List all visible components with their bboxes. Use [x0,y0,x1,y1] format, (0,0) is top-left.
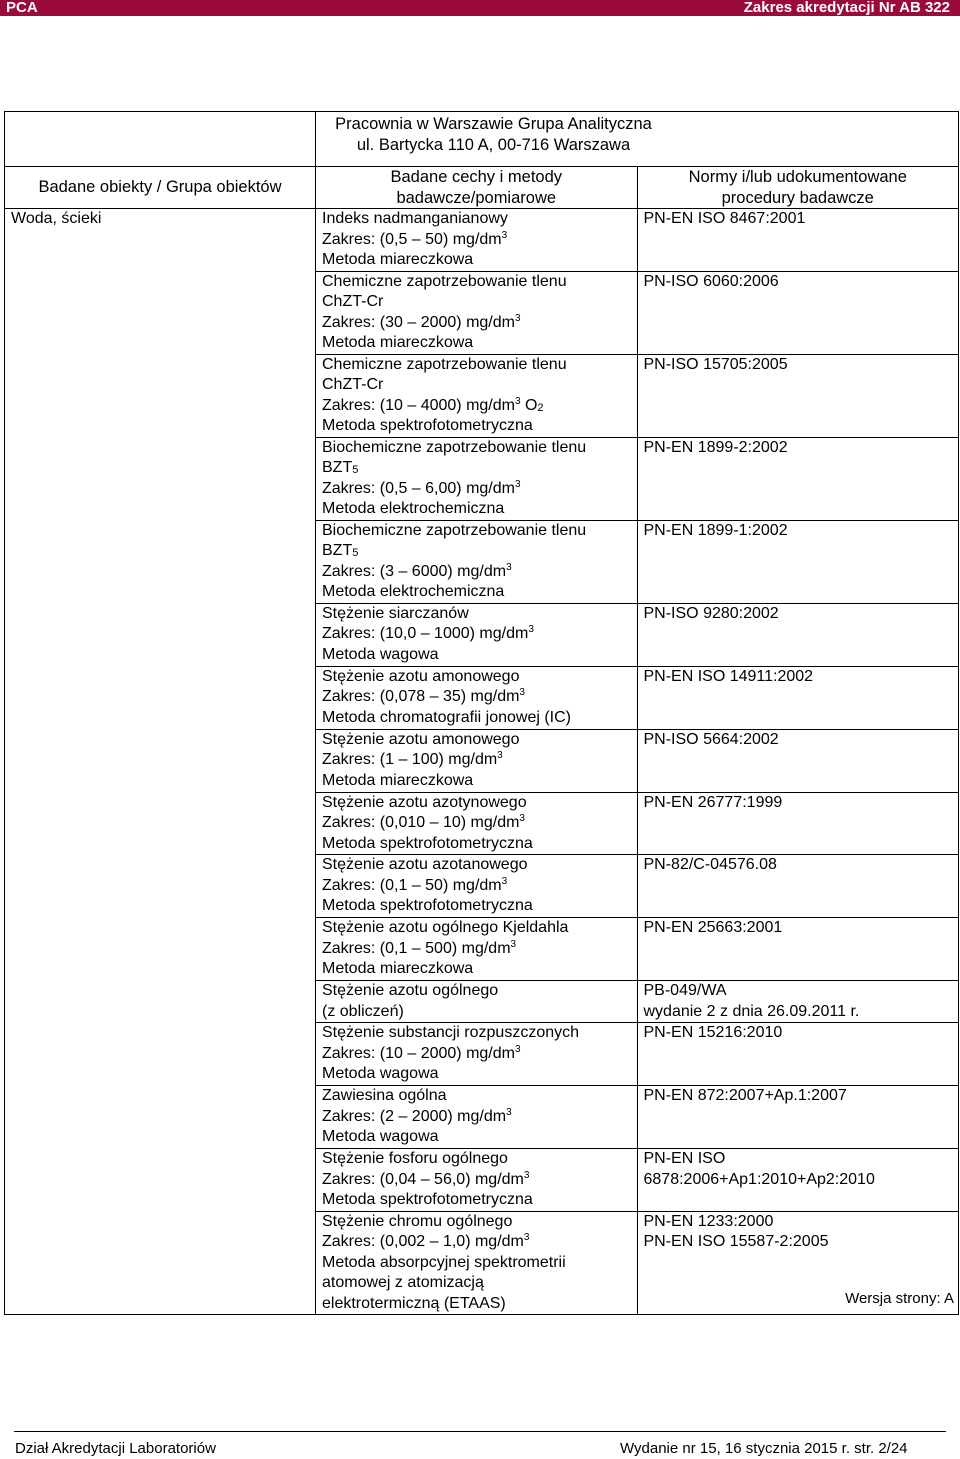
lab-row [5,112,959,167]
method-text: Metoda miareczkowa [322,771,474,789]
norm-reference: PN-ISO 6060:2006 [643,272,779,290]
method-text: Zakres: (0,078 – 35) mg/dm [322,688,520,705]
method-text: BZT [322,459,353,476]
norms-header-line1: Normy i/lub udokumentowane [688,168,907,186]
method-cell [316,354,638,437]
method-text: Metoda miareczkowa [322,960,474,977]
method-line [322,396,631,417]
norm-reference: PN-EN 26777:1999 [643,793,783,811]
method-text: elektrotermiczną (ETAAS) [322,1294,506,1312]
method-text: Metoda wagowa [322,645,439,663]
method-cell [316,437,638,520]
method-line [322,959,631,980]
unit-exponent: 3 [514,1043,521,1055]
method-line [322,479,631,500]
test-row [5,209,959,272]
accreditation-table [4,111,959,1315]
method-cell [316,666,638,729]
method-line [322,438,631,459]
methods-header [316,167,638,209]
norm-reference: PN-ISO 9280:2002 [643,604,779,622]
unit-exponent: 3 [514,478,521,490]
method-cell [316,1023,638,1086]
method-line [322,1064,631,1085]
unit-exponent: 3 [501,875,508,887]
method-text: Zakres: (0,04 – 56,0) mg/dm [322,1170,524,1188]
method-line [322,793,631,814]
method-line [322,1170,631,1191]
method-line [322,1086,631,1107]
method-text: Metoda spektrofotometryczna [322,1191,533,1208]
method-line [322,1273,631,1294]
method-line [322,250,631,271]
norm-cell [637,729,959,792]
method-text: Metoda spektrofotometryczna [322,834,533,852]
subscript: 2 [537,401,544,414]
method-line [322,355,631,376]
norm-reference: PN-EN ISO 15587-2:2005 [643,1233,829,1250]
method-text: Stężenie fosforu ogólnego [322,1150,508,1167]
method-line [322,1023,631,1044]
unit-exponent: 3 [523,1169,530,1181]
norm-reference: PN-EN ISO [643,1150,726,1167]
column-header-row [5,167,959,209]
method-text: Metoda elektrochemiczna [322,500,505,517]
norm-cell [637,209,959,272]
method-line [322,230,631,251]
footer-divider [14,1431,946,1432]
method-line [322,333,631,354]
method-cell [316,918,638,981]
method-text: Zakres: (0,1 – 500) mg/dm [322,939,511,957]
method-text: Stężenie siarczanów [322,604,469,622]
object-group-cell [5,209,316,1315]
method-cell [316,520,638,603]
norm-cell [637,1023,959,1086]
norm-reference: PN-EN 872:2007+Ap.1:2007 [643,1087,847,1104]
method-text: Stężenie azotu ogólnego Kjeldahla [322,919,569,936]
method-text: atomowej z atomizacją [322,1274,484,1291]
method-cell [316,981,638,1023]
method-line [322,541,631,562]
method-text: Zakres: (0,010 – 10) mg/dm [322,814,520,831]
method-line [322,292,631,313]
norm-reference: PN-ISO 15705:2005 [643,355,788,373]
norm-reference: PN-EN 25663:2001 [643,919,783,936]
unit-exponent: 3 [519,687,525,698]
unit-exponent: 3 [497,750,503,761]
method-text: Zakres: (2 – 2000) mg/dm [322,1107,507,1125]
method-text: (z obliczeń) [322,1002,404,1020]
subscript: 5 [352,464,359,476]
org-abbreviation: PCA [6,0,38,16]
method-cell [316,729,638,792]
method-text: Zakres: (1 – 100) mg/dm [322,751,498,768]
method-line [322,458,631,479]
method-text: Indeks nadmanganianowy [322,210,508,227]
method-line [322,1253,631,1274]
method-cell [316,271,638,354]
norm-reference: PN-EN 1899-1:2002 [643,521,788,539]
method-line [322,624,631,645]
method-line [322,582,631,603]
method-text: Metoda wagowa [322,1128,439,1145]
norm-cell [637,603,959,666]
norm-cell [637,520,959,603]
method-line [322,521,631,542]
method-line [322,876,631,897]
unit-exponent: 3 [514,312,521,324]
method-line [322,209,631,230]
method-text: ChZT-Cr [322,293,384,310]
method-line [322,1190,631,1211]
method-cell [316,855,638,918]
method-line [322,1212,631,1233]
norm-cell [637,855,959,918]
norm-cell [637,437,959,520]
unit-exponent: 3 [523,1232,530,1243]
method-line [322,1149,631,1170]
objects-header: Badane obiekty / Grupa obiektów [5,167,316,209]
norm-reference: PN-EN ISO 14911:2002 [643,667,814,685]
method-line [322,918,631,939]
method-text: ChZT-Cr [322,376,384,393]
method-line [322,896,631,917]
method-text: Zakres: (0,5 – 50) mg/dm [322,230,502,248]
norm-reference: wydanie 2 z dnia 26.09.2011 r. [643,1002,860,1020]
norm-cell [637,666,959,729]
method-text: Zakres: (30 – 2000) mg/dm [322,313,515,331]
method-cell [316,1086,638,1149]
method-line [322,499,631,520]
norm-reference: PN-EN 1233:2000 [643,1212,774,1230]
method-line [322,562,631,583]
method-line [322,667,631,688]
object-group: Woda, ścieki [11,210,102,227]
norm-cell [637,1086,959,1149]
norm-cell [637,354,959,437]
accreditation-number: Zakres akredytacji Nr AB 322 [743,0,950,16]
method-line [322,730,631,751]
method-text: Metoda absorpcyjnej spektrometrii [322,1253,566,1271]
unit-exponent: 3 [506,1106,512,1118]
method-text: Stężenie substancji rozpuszczonych [322,1024,580,1041]
method-text: Zakres: (3 – 6000) mg/dm [322,562,507,580]
method-line [322,375,631,396]
method-line [322,834,631,855]
methods-header-line2: badawcze/pomiarowe [396,188,557,207]
method-text: Metoda miareczkowa [322,334,474,351]
method-cell [316,603,638,666]
norm-cell [637,271,959,354]
method-line [322,604,631,625]
footer-department: Dział Akredytacji Laboratoriów [15,1440,216,1457]
footer-edition: Wydanie nr 15, 16 stycznia 2015 r. str. 2/24 [620,1440,908,1457]
method-text: Metoda spektrofotometryczna [322,417,533,434]
lab-cell [316,112,959,167]
norm-reference: PN-EN ISO 8467:2001 [643,210,806,227]
method-text: Stężenie azotu amonowego [322,730,520,748]
method-text: Metoda chromatografii jonowej (IC) [322,708,571,726]
unit-exponent: 3 [528,624,534,635]
method-cell [316,1211,638,1315]
method-line [322,855,631,876]
norm-reference: PB-049/WA [643,982,727,999]
unit-exponent: 3 [510,938,517,950]
method-text: Metoda miareczkowa [322,251,474,268]
method-line [322,750,631,771]
unit-exponent: 3 [514,395,521,407]
method-line [322,645,631,666]
method-line [322,1127,631,1148]
method-text: Zakres: (10 – 4000) mg/dm [322,396,515,414]
method-line [322,272,631,293]
norm-cell [637,981,959,1023]
unit-exponent: 3 [506,561,512,573]
norms-header-line2: procedury badawcze [721,188,874,207]
method-line [322,708,631,729]
norm-reference: 6878:2006+Ap1:2010+Ap2:2010 [643,1170,875,1188]
method-text: Metoda spektrofotometryczna [322,897,533,914]
method-text: Stężenie azotu azotanowego [322,856,528,873]
method-line [322,313,631,334]
method-line [322,1232,631,1253]
unit-exponent: 3 [519,813,525,824]
method-line [322,1002,631,1023]
header-bar [0,0,960,16]
method-text: Biochemiczne zapotrzebowanie tlenu [322,521,587,539]
method-line [322,687,631,708]
methods-header-line1: Badane cechy i metody [390,168,563,186]
method-text: Biochemiczne zapotrzebowanie tlenu [322,438,587,456]
method-text: BZT [322,542,353,559]
norm-reference: PN-EN 1899-2:2002 [643,438,788,456]
norm-cell [637,918,959,981]
method-text: Zakres: (0,1 – 50) mg/dm [322,876,502,894]
method-suffix: O [520,396,538,414]
method-text: Zakres: (0,002 – 1,0) mg/dm [322,1233,524,1250]
method-line [322,813,631,834]
method-line [322,1107,631,1128]
norm-reference: PN-82/C-04576.08 [643,856,777,873]
method-line [322,771,631,792]
method-line [322,1294,631,1315]
method-text: Metoda elektrochemiczna [322,583,505,600]
norm-cell [637,1149,959,1212]
method-line [322,981,631,1002]
method-text: Stężenie chromu ogólnego [322,1212,513,1230]
method-text: Zakres: (10,0 – 1000) mg/dm [322,625,529,642]
method-line [322,1044,631,1065]
lab-spacer-cell [5,112,316,167]
method-text: Chemiczne zapotrzebowanie tlenu [322,272,567,290]
method-text: Zakres: (0,5 – 6,00) mg/dm [322,479,515,497]
method-line [322,939,631,960]
method-text: Metoda wagowa [322,1065,439,1082]
method-cell [316,209,638,272]
method-cell [316,792,638,855]
norms-header [637,167,959,209]
method-text: Stężenie azotu amonowego [322,667,520,685]
subscript: 5 [352,547,359,559]
method-text: Zawiesina ogólna [322,1087,447,1104]
norm-cell [637,792,959,855]
lab-address: ul. Bartycka 110 A, 00-716 Warszawa [356,135,631,154]
method-cell [316,1149,638,1212]
method-text: Stężenie azotu ogólnego [322,982,499,999]
method-text: Chemiczne zapotrzebowanie tlenu [322,355,567,373]
unit-exponent: 3 [501,229,508,241]
method-line [322,416,631,437]
method-text: Stężenie azotu azotynowego [322,793,527,811]
page-version: Wersja strony: A [845,1290,954,1307]
norm-reference: PN-ISO 5664:2002 [643,730,779,748]
lab-name: Pracownia w Warszawie Grupa Analityczna [335,115,652,133]
norm-reference: PN-EN 15216:2010 [643,1024,783,1041]
method-text: Zakres: (10 – 2000) mg/dm [322,1044,515,1062]
